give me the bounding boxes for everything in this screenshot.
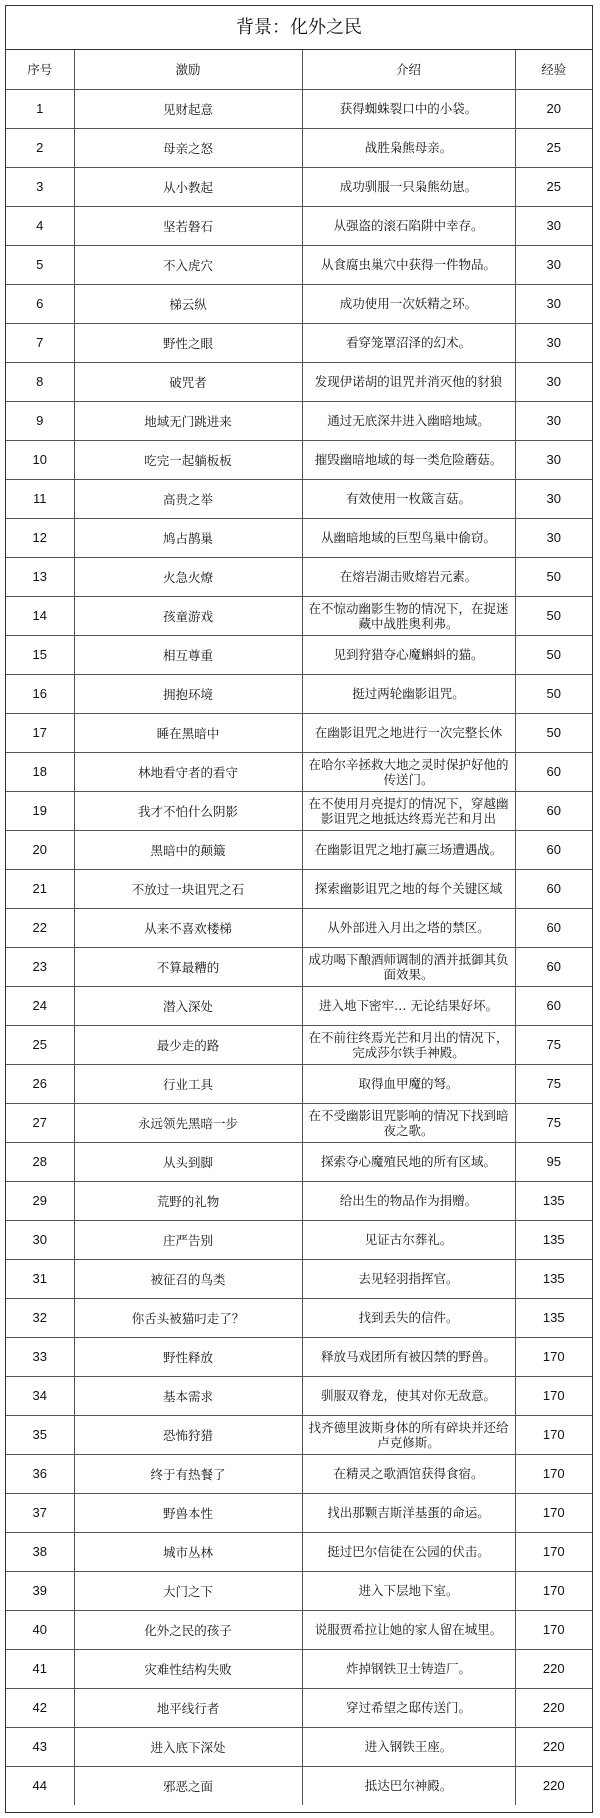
achievement-description: 进入地下密牢… 无论结果好坏。 xyxy=(302,986,515,1025)
row-number: 33 xyxy=(6,1337,74,1376)
row-number: 10 xyxy=(6,440,74,479)
row-number: 31 xyxy=(6,1259,74,1298)
achievement-name: 坚若磐石 xyxy=(74,206,302,245)
table-row xyxy=(6,1337,592,1376)
table-row xyxy=(6,1181,592,1220)
row-number: 12 xyxy=(6,518,74,557)
table-row xyxy=(6,1649,592,1688)
achievement-description: 成功使用一次妖精之环。 xyxy=(302,284,515,323)
row-number: 9 xyxy=(6,401,74,440)
achievement-name: 终于有热餐了 xyxy=(74,1454,302,1493)
table-body xyxy=(6,89,592,1805)
experience-value: 30 xyxy=(515,362,592,401)
experience-value: 50 xyxy=(515,674,592,713)
table-row xyxy=(6,986,592,1025)
experience-value: 170 xyxy=(515,1376,592,1415)
table-row xyxy=(6,1376,592,1415)
header-name: 激励 xyxy=(74,50,302,89)
achievement-name: 野兽本性 xyxy=(74,1493,302,1532)
row-number: 35 xyxy=(6,1415,74,1454)
achievement-description: 从幽暗地域的巨型鸟巢中偷窃。 xyxy=(302,518,515,557)
achievement-description: 从强盗的滚石陷阱中幸存。 xyxy=(302,206,515,245)
achievement-description: 找到丢失的信件。 xyxy=(302,1298,515,1337)
experience-value: 170 xyxy=(515,1337,592,1376)
achievement-description: 说服贾希拉让她的家人留在城里。 xyxy=(302,1610,515,1649)
row-number: 19 xyxy=(6,791,74,830)
row-number: 36 xyxy=(6,1454,74,1493)
experience-value: 170 xyxy=(515,1493,592,1532)
experience-value: 220 xyxy=(515,1649,592,1688)
row-number: 16 xyxy=(6,674,74,713)
achievement-description: 发现伊诺胡的诅咒并消灭他的豺狼 xyxy=(302,362,515,401)
table-row xyxy=(6,1688,592,1727)
table-row xyxy=(6,167,592,206)
table-row xyxy=(6,440,592,479)
experience-value: 60 xyxy=(515,791,592,830)
row-number: 17 xyxy=(6,713,74,752)
row-number: 6 xyxy=(6,284,74,323)
achievement-description: 探索幽影诅咒之地的每个关键区域 xyxy=(302,869,515,908)
row-number: 37 xyxy=(6,1493,74,1532)
row-number: 14 xyxy=(6,596,74,635)
table-row xyxy=(6,791,592,830)
table-row xyxy=(6,1298,592,1337)
row-number: 30 xyxy=(6,1220,74,1259)
achievement-description: 给出生的物品作为捐赠。 xyxy=(302,1181,515,1220)
achievement-description: 挺过巴尔信徒在公园的伏击。 xyxy=(302,1532,515,1571)
achievement-description: 挺过两轮幽影诅咒。 xyxy=(302,674,515,713)
xp-table-sheet xyxy=(5,5,593,1813)
experience-value: 30 xyxy=(515,518,592,557)
achievement-name: 地域无门跳进来 xyxy=(74,401,302,440)
table-row xyxy=(6,1025,592,1064)
achievement-name: 邪恶之面 xyxy=(74,1766,302,1805)
achievement-description: 去见轻羽指挥官。 xyxy=(302,1259,515,1298)
table-row xyxy=(6,1454,592,1493)
achievement-description: 进入钢铁王座。 xyxy=(302,1727,515,1766)
achievement-name: 野性释放 xyxy=(74,1337,302,1376)
row-number: 3 xyxy=(6,167,74,206)
experience-value: 135 xyxy=(515,1220,592,1259)
achievement-description: 成功喝下酿酒师调制的酒并抵御其负面效果。 xyxy=(302,947,515,986)
achievement-name: 从头到脚 xyxy=(74,1142,302,1181)
row-number: 11 xyxy=(6,479,74,518)
experience-value: 170 xyxy=(515,1415,592,1454)
achievement-description: 在幽影诅咒之地打赢三场遭遇战。 xyxy=(302,830,515,869)
experience-value: 60 xyxy=(515,986,592,1025)
experience-value: 25 xyxy=(515,128,592,167)
table-row xyxy=(6,947,592,986)
achievement-description: 在不惊动幽影生物的情况下，在捉迷藏中战胜奥利弗。 xyxy=(302,596,515,635)
achievement-name: 鸠占鹊巢 xyxy=(74,518,302,557)
achievement-name: 灾难性结构失败 xyxy=(74,1649,302,1688)
achievement-name: 孩童游戏 xyxy=(74,596,302,635)
achievement-description: 有效使用一枚箴言菇。 xyxy=(302,479,515,518)
achievement-name: 城市丛林 xyxy=(74,1532,302,1571)
achievement-name: 从小教起 xyxy=(74,167,302,206)
row-number: 20 xyxy=(6,830,74,869)
row-number: 28 xyxy=(6,1142,74,1181)
row-number: 5 xyxy=(6,245,74,284)
achievement-name: 相互尊重 xyxy=(74,635,302,674)
table-row xyxy=(6,128,592,167)
row-number: 7 xyxy=(6,323,74,362)
achievement-description: 进入下层地下室。 xyxy=(302,1571,515,1610)
achievement-description: 在熔岩湖击败熔岩元素。 xyxy=(302,557,515,596)
achievement-name: 吃完一起躺板板 xyxy=(74,440,302,479)
table-row xyxy=(6,1493,592,1532)
header-no: 序号 xyxy=(6,50,74,89)
experience-value: 220 xyxy=(515,1727,592,1766)
row-number: 26 xyxy=(6,1064,74,1103)
achievement-description: 获得蜘蛛裂口中的小袋。 xyxy=(302,89,515,128)
experience-value: 30 xyxy=(515,479,592,518)
experience-value: 60 xyxy=(515,869,592,908)
row-number: 38 xyxy=(6,1532,74,1571)
experience-value: 135 xyxy=(515,1181,592,1220)
achievement-name: 母亲之怒 xyxy=(74,128,302,167)
xp-table xyxy=(6,50,592,1805)
achievement-name: 不入虎穴 xyxy=(74,245,302,284)
row-number: 24 xyxy=(6,986,74,1025)
row-number: 42 xyxy=(6,1688,74,1727)
achievement-name: 黑暗中的颠簸 xyxy=(74,830,302,869)
achievement-name: 见财起意 xyxy=(74,89,302,128)
table-row xyxy=(6,518,592,557)
row-number: 34 xyxy=(6,1376,74,1415)
achievement-description: 战胜枭熊母亲。 xyxy=(302,128,515,167)
achievement-description: 释放马戏团所有被囚禁的野兽。 xyxy=(302,1337,515,1376)
table-row xyxy=(6,1064,592,1103)
achievement-description: 在幽影诅咒之地进行一次完整长休 xyxy=(302,713,515,752)
experience-value: 95 xyxy=(515,1142,592,1181)
row-number: 40 xyxy=(6,1610,74,1649)
table-row xyxy=(6,323,592,362)
achievement-name: 恐怖狩猎 xyxy=(74,1415,302,1454)
experience-value: 135 xyxy=(515,1298,592,1337)
row-number: 44 xyxy=(6,1766,74,1805)
experience-value: 60 xyxy=(515,752,592,791)
achievement-name: 最少走的路 xyxy=(74,1025,302,1064)
row-number: 8 xyxy=(6,362,74,401)
table-row xyxy=(6,362,592,401)
achievement-description: 穿过希望之邸传送门。 xyxy=(302,1688,515,1727)
achievement-name: 永远领先黑暗一步 xyxy=(74,1103,302,1142)
table-row xyxy=(6,1220,592,1259)
header-desc: 介绍 xyxy=(302,50,515,89)
achievement-description: 从食腐虫巢穴中获得一件物品。 xyxy=(302,245,515,284)
table-row xyxy=(6,245,592,284)
table-row xyxy=(6,596,592,635)
achievement-name: 火急火燎 xyxy=(74,557,302,596)
row-number: 43 xyxy=(6,1727,74,1766)
experience-value: 220 xyxy=(515,1766,592,1805)
table-row xyxy=(6,1727,592,1766)
table-row xyxy=(6,830,592,869)
achievement-description: 在不前往终焉光芒和月出的情况下，完成莎尔铁手神殿。 xyxy=(302,1025,515,1064)
table-row xyxy=(6,89,592,128)
table-row xyxy=(6,1259,592,1298)
achievement-name: 我才不怕什么阴影 xyxy=(74,791,302,830)
experience-value: 60 xyxy=(515,830,592,869)
table-row xyxy=(6,635,592,674)
achievement-name: 化外之民的孩子 xyxy=(74,1610,302,1649)
achievement-name: 野性之眼 xyxy=(74,323,302,362)
table-row xyxy=(6,713,592,752)
experience-value: 170 xyxy=(515,1571,592,1610)
experience-value: 20 xyxy=(515,89,592,128)
row-number: 27 xyxy=(6,1103,74,1142)
achievement-description: 探索夺心魔殖民地的所有区域。 xyxy=(302,1142,515,1181)
achievement-name: 基本需求 xyxy=(74,1376,302,1415)
experience-value: 50 xyxy=(515,596,592,635)
achievement-description: 在不受幽影诅咒影响的情况下找到暗夜之歌。 xyxy=(302,1103,515,1142)
table-row xyxy=(6,1766,592,1805)
row-number: 32 xyxy=(6,1298,74,1337)
table-row xyxy=(6,1571,592,1610)
achievement-name: 进入底下深处 xyxy=(74,1727,302,1766)
table-row xyxy=(6,1415,592,1454)
achievement-name: 梯云纵 xyxy=(74,284,302,323)
achievement-name: 睡在黑暗中 xyxy=(74,713,302,752)
achievement-name: 从来不喜欢楼梯 xyxy=(74,908,302,947)
achievement-name: 庄严告别 xyxy=(74,1220,302,1259)
table-row xyxy=(6,1532,592,1571)
achievement-description: 摧毁幽暗地域的每一类危险蘑菇。 xyxy=(302,440,515,479)
achievement-description: 取得血甲魔的弩。 xyxy=(302,1064,515,1103)
experience-value: 60 xyxy=(515,908,592,947)
experience-value: 50 xyxy=(515,635,592,674)
achievement-name: 行业工具 xyxy=(74,1064,302,1103)
row-number: 25 xyxy=(6,1025,74,1064)
achievement-description: 在精灵之歌酒馆获得食宿。 xyxy=(302,1454,515,1493)
achievement-description: 见到狩猎夺心魔蝌蚪的猫。 xyxy=(302,635,515,674)
table-row xyxy=(6,401,592,440)
row-number: 1 xyxy=(6,89,74,128)
achievement-description: 从外部进入月出之塔的禁区。 xyxy=(302,908,515,947)
experience-value: 50 xyxy=(515,557,592,596)
table-row xyxy=(6,752,592,791)
achievement-description: 成功驯服一只枭熊幼崽。 xyxy=(302,167,515,206)
experience-value: 170 xyxy=(515,1454,592,1493)
table-row xyxy=(6,1610,592,1649)
experience-value: 170 xyxy=(515,1532,592,1571)
row-number: 29 xyxy=(6,1181,74,1220)
achievement-name: 破咒者 xyxy=(74,362,302,401)
table-row xyxy=(6,479,592,518)
table-row xyxy=(6,284,592,323)
row-number: 13 xyxy=(6,557,74,596)
achievement-name: 拥抱环境 xyxy=(74,674,302,713)
achievement-name: 地平线行者 xyxy=(74,1688,302,1727)
achievement-description: 通过无底深井进入幽暗地域。 xyxy=(302,401,515,440)
table-row xyxy=(6,1103,592,1142)
row-number: 39 xyxy=(6,1571,74,1610)
experience-value: 135 xyxy=(515,1259,592,1298)
experience-value: 30 xyxy=(515,206,592,245)
achievement-name: 被征召的鸟类 xyxy=(74,1259,302,1298)
achievement-description: 看穿笼罩沼泽的幻术。 xyxy=(302,323,515,362)
experience-value: 60 xyxy=(515,947,592,986)
header-row xyxy=(6,50,592,89)
row-number: 4 xyxy=(6,206,74,245)
header-xp: 经验 xyxy=(515,50,592,89)
achievement-description: 找齐德里波斯身体的所有碎块并还给卢克修斯。 xyxy=(302,1415,515,1454)
achievement-name: 荒野的礼物 xyxy=(74,1181,302,1220)
row-number: 2 xyxy=(6,128,74,167)
achievement-name: 高贵之举 xyxy=(74,479,302,518)
row-number: 22 xyxy=(6,908,74,947)
experience-value: 30 xyxy=(515,401,592,440)
experience-value: 170 xyxy=(515,1610,592,1649)
experience-value: 30 xyxy=(515,245,592,284)
achievement-description: 见证古尔葬礼。 xyxy=(302,1220,515,1259)
table-row xyxy=(6,869,592,908)
table-row xyxy=(6,674,592,713)
row-number: 15 xyxy=(6,635,74,674)
experience-value: 75 xyxy=(515,1064,592,1103)
table-row xyxy=(6,557,592,596)
experience-value: 75 xyxy=(515,1025,592,1064)
row-number: 41 xyxy=(6,1649,74,1688)
achievement-name: 不放过一块诅咒之石 xyxy=(74,869,302,908)
experience-value: 30 xyxy=(515,440,592,479)
experience-value: 220 xyxy=(515,1688,592,1727)
achievement-description: 抵达巴尔神殿。 xyxy=(302,1766,515,1805)
achievement-description: 炸掉钢铁卫士铸造厂。 xyxy=(302,1649,515,1688)
table-row xyxy=(6,908,592,947)
table-row xyxy=(6,206,592,245)
achievement-name: 你舌头被猫叼走了？ xyxy=(74,1298,302,1337)
row-number: 23 xyxy=(6,947,74,986)
experience-value: 25 xyxy=(515,167,592,206)
table-row xyxy=(6,1142,592,1181)
achievement-name: 大门之下 xyxy=(74,1571,302,1610)
row-number: 18 xyxy=(6,752,74,791)
row-number: 21 xyxy=(6,869,74,908)
achievement-description: 在不使用月亮提灯的情况下，穿越幽影诅咒之地抵达终焉光芒和月出 xyxy=(302,791,515,830)
achievement-name: 不算最糟的 xyxy=(74,947,302,986)
experience-value: 30 xyxy=(515,284,592,323)
achievement-description: 驯服双脊龙，使其对你无敌意。 xyxy=(302,1376,515,1415)
experience-value: 30 xyxy=(515,323,592,362)
achievement-description: 在哈尔辛拯救大地之灵时保护好他的传送门。 xyxy=(302,752,515,791)
achievement-name: 潜入深处 xyxy=(74,986,302,1025)
experience-value: 50 xyxy=(515,713,592,752)
achievement-name: 林地看守者的看守 xyxy=(74,752,302,791)
experience-value: 75 xyxy=(515,1103,592,1142)
table-title: 背景：化外之民 xyxy=(6,6,592,50)
achievement-description: 找出那颗吉斯洋基蛋的命运。 xyxy=(302,1493,515,1532)
